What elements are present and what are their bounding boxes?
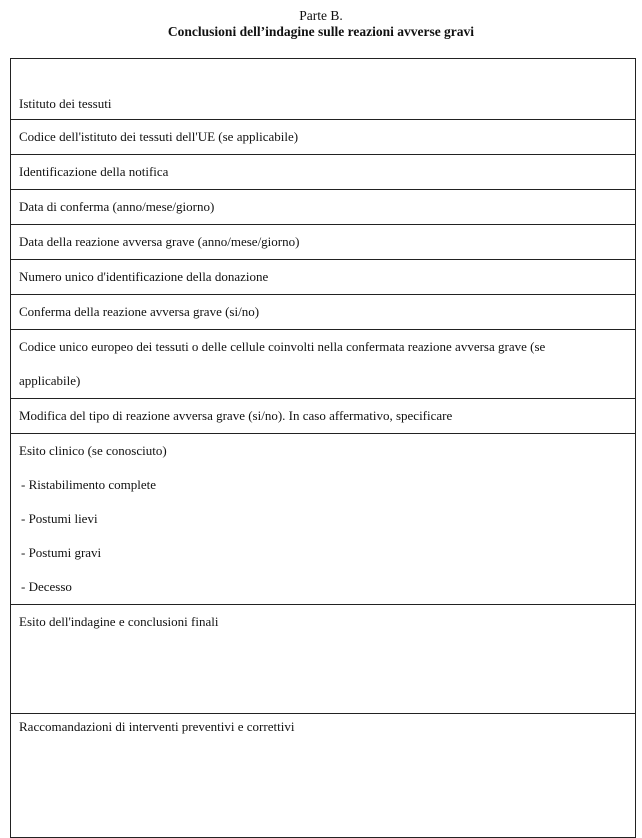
reaction-date-field[interactable]: Data della reazione avversa grave (anno/mese/giorno) bbox=[11, 225, 636, 260]
eu-code-field[interactable]: Codice dell'istituto dei tessuti dell'UE (se applicabile) bbox=[11, 120, 636, 155]
row-reaction-confirmed bbox=[11, 295, 636, 330]
row-reaction-date bbox=[11, 225, 636, 260]
row-eu-code bbox=[11, 120, 636, 155]
row-confirmation-date bbox=[11, 190, 636, 225]
report-form-table bbox=[10, 58, 636, 838]
tissue-establishment-field[interactable]: Istituto dei tessuti bbox=[11, 59, 636, 120]
row-findings bbox=[11, 605, 636, 714]
row-tissue-establishment bbox=[11, 59, 636, 120]
row-notification-id bbox=[11, 155, 636, 190]
sec-code-label-line1: Codice unico europeo dei tessuti o delle cellule coinvolti nella confermata reazione avversa grave (se bbox=[19, 339, 546, 354]
clinical-outcome-field[interactable] bbox=[11, 434, 636, 605]
outcome-option-full-recovery[interactable]: - Ristabilimento complete bbox=[21, 477, 157, 492]
confirmation-date-field[interactable]: Data di conferma (anno/mese/giorno) bbox=[11, 190, 636, 225]
outcome-option-death[interactable]: - Decesso bbox=[21, 579, 72, 594]
part-label: Parte B. bbox=[299, 8, 343, 23]
form-header bbox=[0, 8, 642, 40]
type-change-field[interactable]: Modifica del tipo di reazione avversa grave (si/no). In caso affermativo, specificare bbox=[11, 399, 636, 434]
outcome-option-serious-sequelae[interactable]: - Postumi gravi bbox=[21, 545, 102, 560]
row-type-change bbox=[11, 399, 636, 434]
row-donation-id bbox=[11, 260, 636, 295]
row-sec-code bbox=[11, 330, 636, 399]
donation-id-field[interactable]: Numero unico d'identificazione della donazione bbox=[11, 260, 636, 295]
sec-code-field[interactable] bbox=[11, 330, 636, 399]
row-recommendations bbox=[11, 714, 636, 838]
sec-code-label-line2: applicabile) bbox=[19, 373, 81, 388]
notification-id-field[interactable]: Identificazione della notifica bbox=[11, 155, 636, 190]
outcome-option-minor-sequelae[interactable]: - Postumi lievi bbox=[21, 511, 98, 526]
clinical-outcome-label: Esito clinico (se conosciuto) bbox=[19, 443, 167, 458]
form-title: Conclusioni dell’indagine sulle reazioni avverse gravi bbox=[167, 24, 475, 39]
row-clinical-outcome bbox=[11, 434, 636, 605]
findings-field[interactable]: Esito dell'indagine e conclusioni finali bbox=[11, 605, 636, 714]
recommendations-field[interactable]: Raccomandazioni di interventi preventivi e correttivi bbox=[11, 714, 636, 838]
reaction-confirmed-field[interactable]: Conferma della reazione avversa grave (si/no) bbox=[11, 295, 636, 330]
